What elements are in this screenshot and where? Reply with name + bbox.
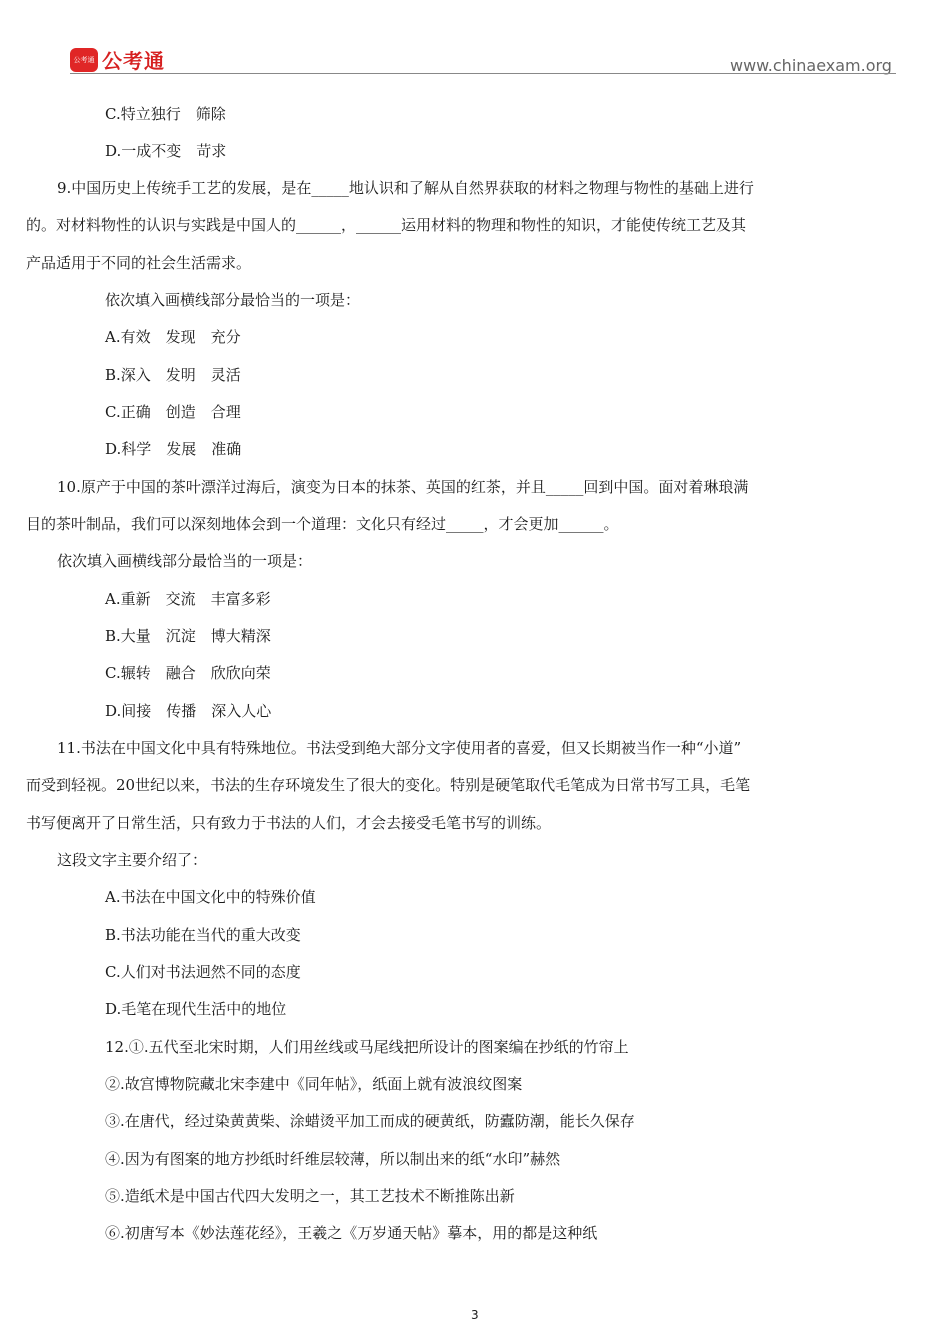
question-10-line-1: 10.原产于中国的茶叶漂洋过海后，演变为日本的抹茶、英国的红茶，并且_____回到中国。面对着琳琅满 <box>57 478 749 496</box>
site-url: www.chinaexam.org <box>730 56 892 75</box>
option-a-9: A.有效 发现 充分 <box>105 328 241 346</box>
logo-text: 公考通 <box>102 49 165 73</box>
question-11-line-2: 而受到轻视。20世纪以来，书法的生存环境发生了很大的变化。特别是硬笔取代毛笔成为日常书写工具，毛笔 <box>26 776 751 794</box>
question-12-item-1: 12.①.五代至北宋时期，人们用丝线或马尾线把所设计的图案编在抄纸的竹帘上 <box>105 1038 629 1056</box>
logo <box>70 45 165 74</box>
option-d-8: D.一成不变 苛求 <box>105 142 227 160</box>
question-9-line-1: 9.中国历史上传统手工艺的发展，是在_____地认识和了解从自然界获取的材料之物理与物性的基础上进行 <box>57 179 754 197</box>
question-10-line-2: 目的茶叶制品，我们可以深刻地体会到一个道理：文化只有经过_____，才会更加______。 <box>26 515 619 533</box>
option-c-8: C.特立独行 筛除 <box>105 105 226 123</box>
question-9-line-2: 的。对材料物性的认识与实践是中国人的______，______运用材料的物理和物性的知识，才能使传统工艺及其 <box>26 216 747 234</box>
question-12-item-5: ⑤.造纸术是中国古代四大发明之一，其工艺技术不断推陈出新 <box>105 1187 515 1205</box>
logo-badge: 公考通 <box>70 48 98 72</box>
option-d-10: D.间接 传播 深入人心 <box>105 702 272 720</box>
question-12-item-6: ⑥.初唐写本《妙法莲花经》，王羲之《万岁通天帖》摹本，用的都是这种纸 <box>105 1224 598 1242</box>
option-a-11: A.书法在中国文化中的特殊价值 <box>105 888 316 906</box>
question-12-item-2: ②.故宫博物院藏北宋李建中《同年帖》，纸面上就有波浪纹图案 <box>105 1075 523 1093</box>
option-d-9: D.科学 发展 准确 <box>105 440 242 458</box>
option-c-11: C.人们对书法迥然不同的态度 <box>105 963 301 981</box>
option-b-10: B.大量 沉淀 博大精深 <box>105 627 271 645</box>
question-11-prompt: 这段文字主要介绍了： <box>57 851 208 869</box>
option-c-10: C.辗转 融合 欣欣向荣 <box>105 664 271 682</box>
question-9-line-3: 产品适用于不同的社会生活需求。 <box>26 254 252 272</box>
question-10-prompt: 依次填入画横线部分最恰当的一项是： <box>57 552 313 570</box>
question-12-item-4: ④.因为有图案的地方抄纸时纤维层较薄，所以制出来的纸“水印”赫然 <box>105 1150 561 1168</box>
question-12-item-3: ③.在唐代，经过染黄黄柴、涂蜡烫平加工而成的硬黄纸，防蠹防潮，能长久保存 <box>105 1112 635 1130</box>
option-a-10: A.重新 交流 丰富多彩 <box>105 590 271 608</box>
option-c-9: C.正确 创造 合理 <box>105 403 241 421</box>
page-number: 3 <box>471 1308 479 1322</box>
option-b-9: B.深入 发明 灵活 <box>105 366 241 384</box>
question-11-line-3: 书写便离开了日常生活，只有致力于书法的人们，才会去接受毛笔书写的训练。 <box>26 814 552 832</box>
option-d-11: D.毛笔在现代生活中的地位 <box>105 1000 287 1018</box>
header-divider <box>70 73 896 74</box>
question-11-line-1: 11.书法在中国文化中具有特殊地位。书法受到绝大部分文字使用者的喜爱，但又长期被当作一种“小道” <box>57 739 742 757</box>
option-b-11: B.书法功能在当代的重大改变 <box>105 926 301 944</box>
question-9-prompt: 依次填入画横线部分最恰当的一项是： <box>105 291 361 309</box>
